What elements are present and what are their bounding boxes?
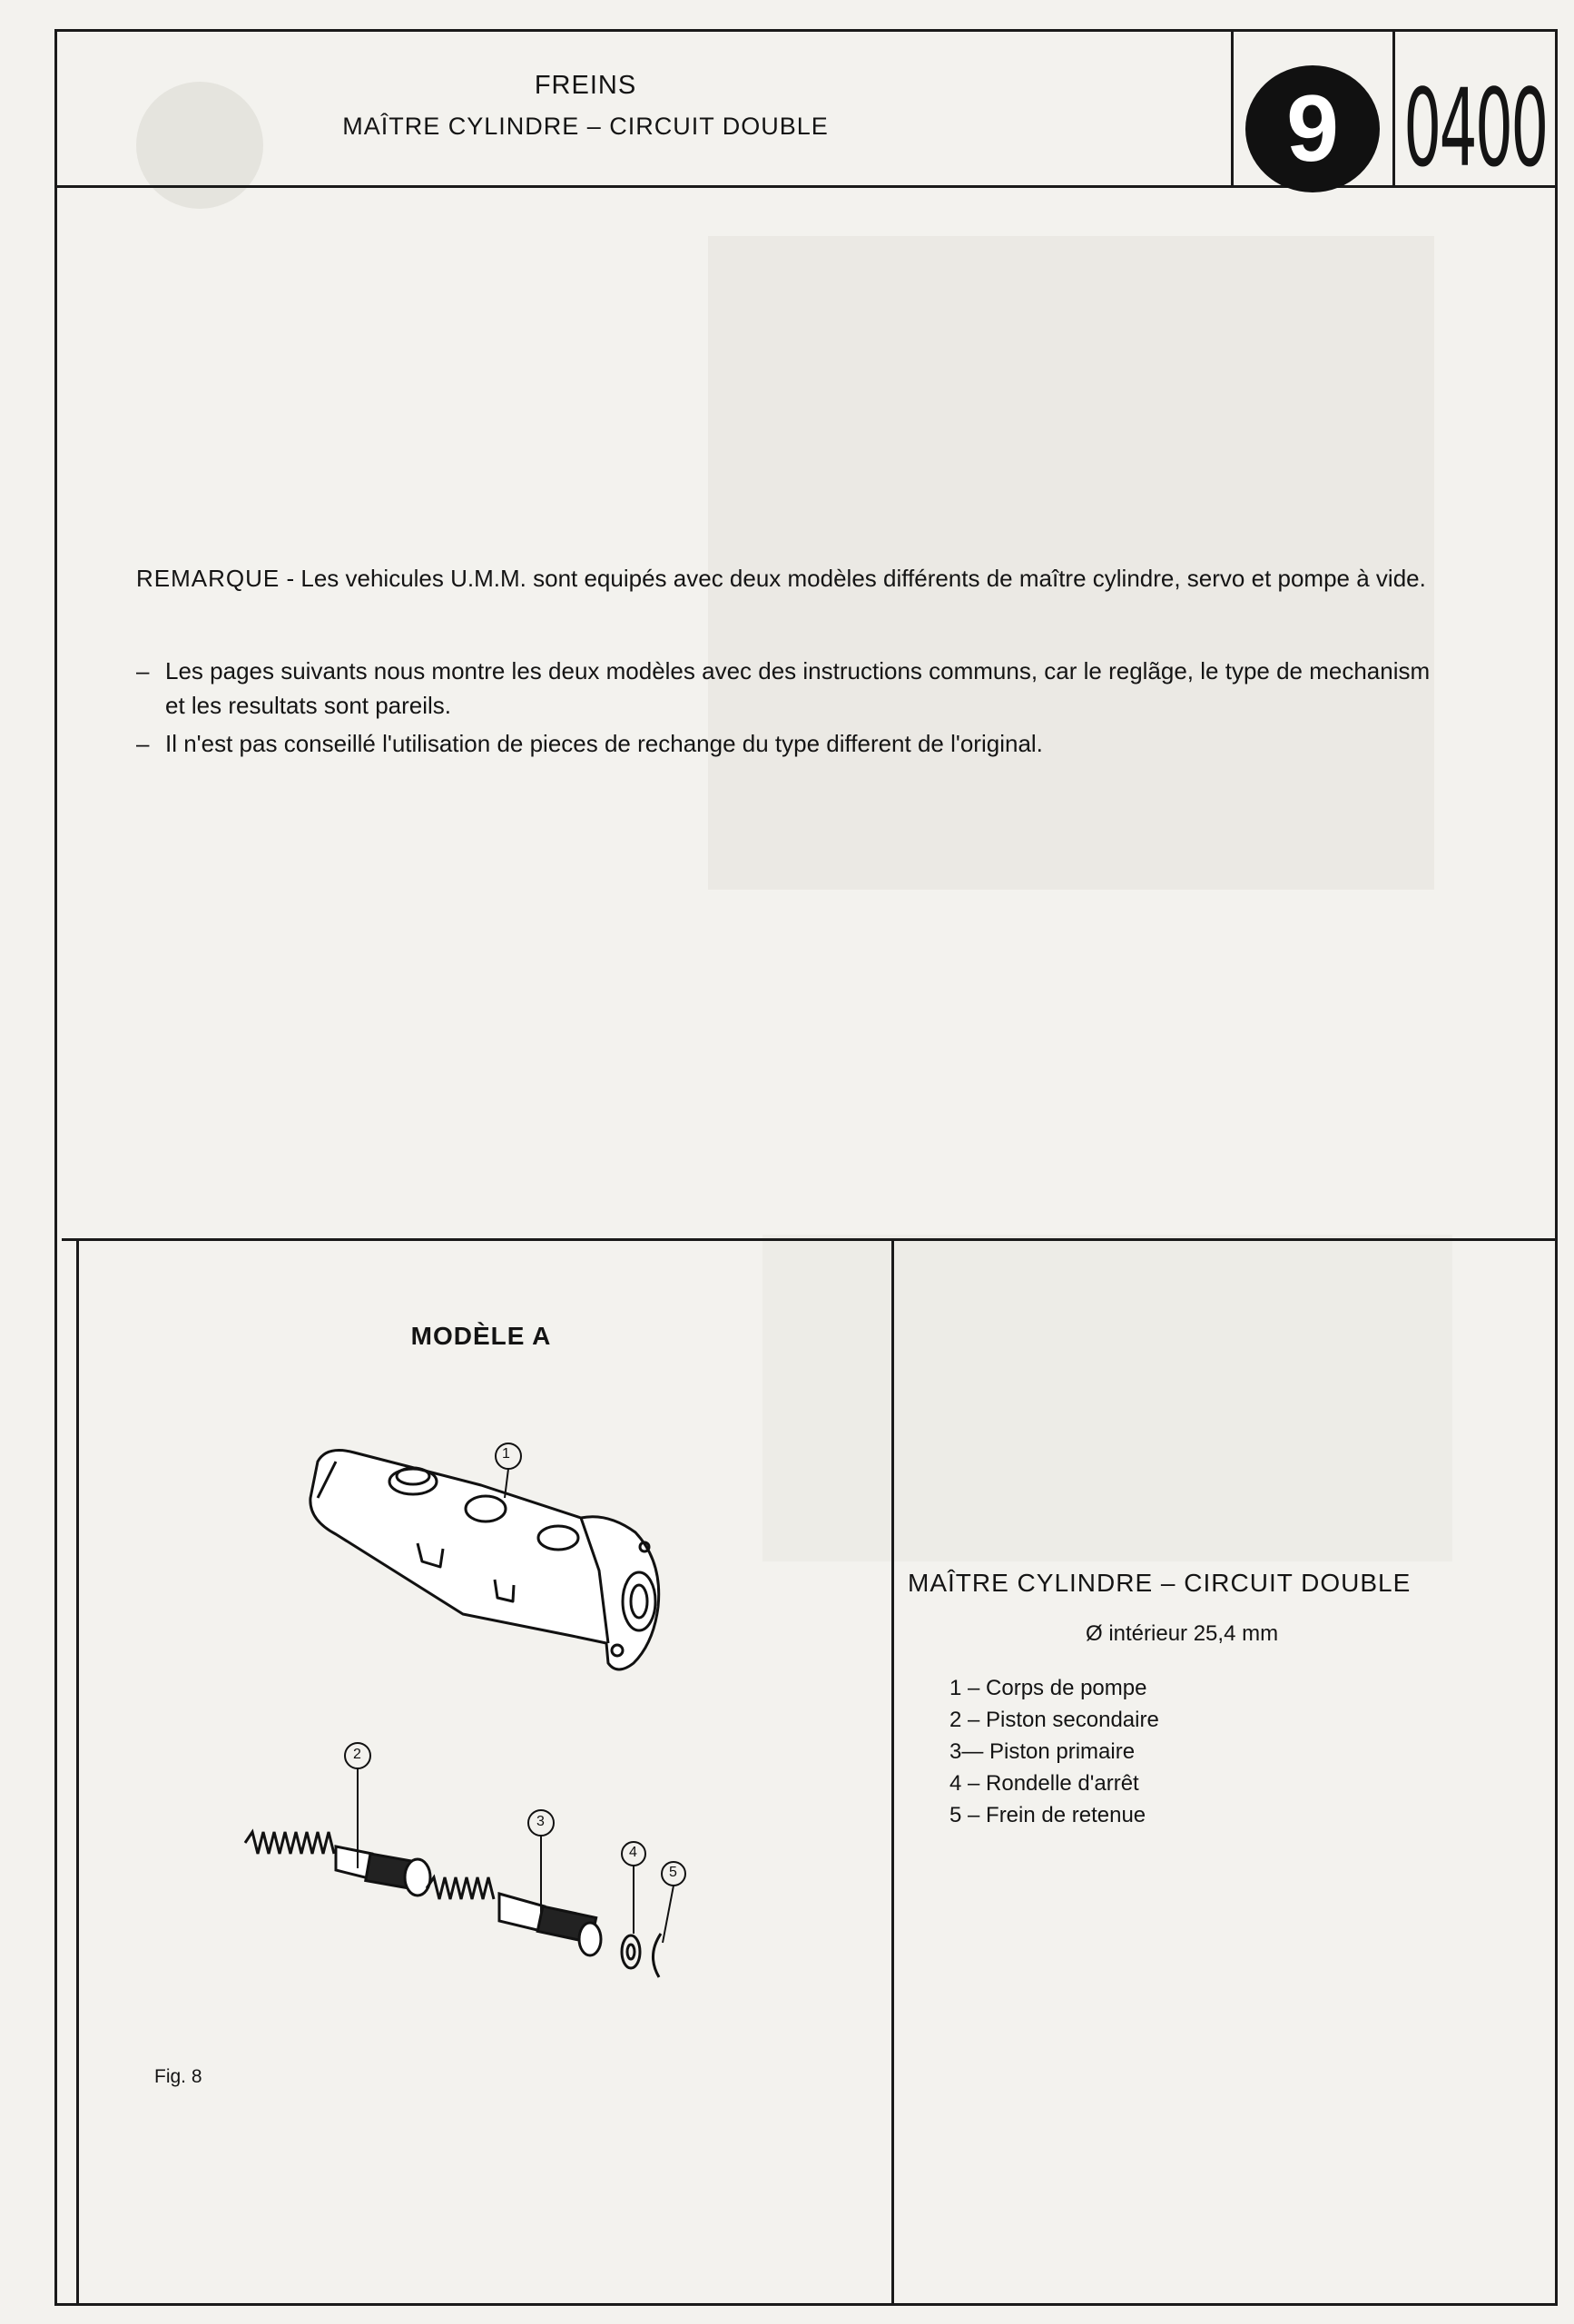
remark-paragraph — [136, 561, 1480, 596]
callout-2: 2 — [353, 1747, 361, 1762]
legend-item: 1 – Corps de pompe — [949, 1676, 1147, 1700]
bullet-item — [136, 726, 1452, 761]
pistons-drawing — [236, 1734, 708, 2043]
callout-1: 1 — [502, 1446, 510, 1462]
bullet-text: Il n'est pas conseillé l'utilisation de pieces de rechange du type different de l'original. — [165, 730, 1043, 757]
header-divider-left — [1231, 29, 1234, 187]
header-divider-right — [1392, 29, 1395, 187]
remark-label: REMARQUE — [136, 565, 280, 592]
callout-5: 5 — [669, 1865, 677, 1880]
callout-3: 3 — [536, 1814, 545, 1829]
legend-title: MAÎTRE CYLINDRE – CIRCUIT DOUBLE — [908, 1569, 1412, 1597]
legend-subtitle: Ø intérieur 25,4 mm — [1086, 1621, 1279, 1646]
legend-item: 3— Piston primaire — [949, 1739, 1136, 1764]
figure-left-rule — [76, 1238, 79, 2306]
page-subtitle: MAÎTRE CYLINDRE – CIRCUIT DOUBLE — [342, 113, 829, 140]
section-badge — [1245, 65, 1380, 192]
legend-item: 5 – Frein de retenue — [949, 1803, 1146, 1827]
bullet-dash: – — [136, 657, 150, 684]
bullet-text: Les pages suivants nous montre les deux modèles avec des instructions communs, car le reglãge, le type de mechanism et les resultats sont pareils. — [165, 657, 1431, 719]
figure-caption: Fig. 8 — [154, 2066, 202, 2087]
figure-top-rule — [62, 1238, 1558, 1241]
callout-4: 4 — [629, 1845, 637, 1860]
cylinder-body-drawing — [300, 1425, 681, 1689]
legend-item: 2 – Piston secondaire — [949, 1708, 1159, 1732]
legend-item: 4 – Rondelle d'arrêt — [949, 1771, 1139, 1796]
remark-text: - Les vehicules U.M.M. sont equipés avec deux modèles différents de maître cylindre, servo et pompe à vide. — [280, 565, 1426, 592]
bullet-dash: – — [136, 730, 150, 757]
legend-list — [949, 1672, 1159, 1831]
page-code: 0400 — [1403, 65, 1547, 191]
model-title: MODÈLE A — [410, 1322, 552, 1350]
figure-divider — [891, 1238, 894, 2306]
bullet-item — [136, 654, 1452, 723]
section-number: 9 — [1286, 75, 1339, 182]
page-title: FREINS — [534, 71, 637, 100]
